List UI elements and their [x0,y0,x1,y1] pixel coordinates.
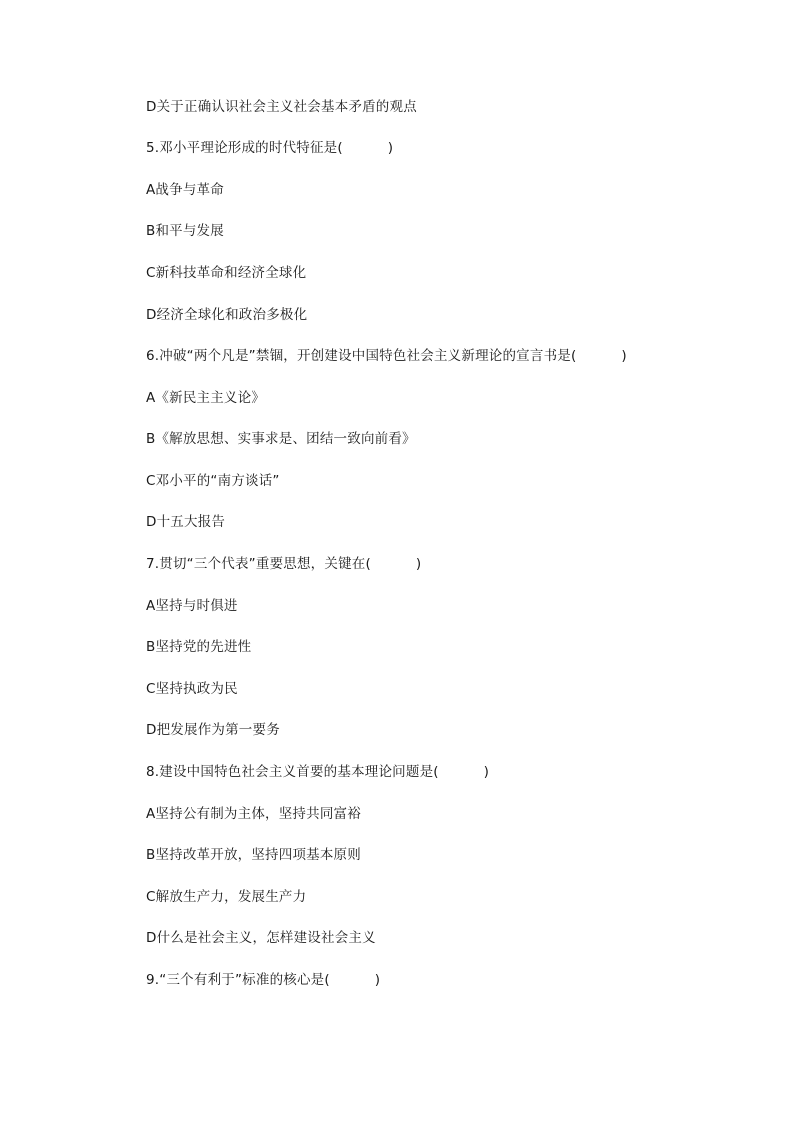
option-d-q8: D什么是社会主义，怎样建设社会主义 [146,930,376,946]
option-d-q6: D十五大报告 [146,514,226,530]
option-b-q8: B坚持改革开放，坚持四项基本原则 [146,847,361,863]
option-c-q5: C新科技革命和经济全球化 [146,265,307,281]
option-c-q7: C坚持执政为民 [146,681,238,697]
question-9: 9.“三个有利于”标准的核心是( ) [146,972,381,988]
option-a-q6: A《新民主主义论》 [146,390,266,406]
option-d-q7: D把发展作为第一要务 [146,722,280,738]
option-a-q7: A坚持与时俱进 [146,598,238,614]
option-b-q7: B坚持党的先进性 [146,639,252,655]
question-5: 5.邓小平理论形成的时代特征是( ) [146,140,394,156]
question-7: 7.贯切“三个代表”重要思想，关键在( ) [146,556,422,572]
option-c-q8: C解放生产力，发展生产力 [146,889,307,905]
option-a-q5: A战争与革命 [146,182,224,198]
option-b-q6: B《解放思想、实事求是、团结一致向前看》 [146,431,416,447]
question-8: 8.建设中国特色社会主义首要的基本理论问题是( ) [146,764,490,780]
question-6: 6.冲破“两个凡是”禁锢，开创建设中国特色社会主义新理论的宣言书是( ) [146,348,627,364]
option-d-q5: D经济全球化和政治多极化 [146,307,308,323]
option-a-q8: A坚持公有制为主体，坚持共同富裕 [146,806,361,822]
option-b-q5: B和平与发展 [146,223,224,239]
option-d-q4: D关于正确认识社会主义社会基本矛盾的观点 [146,99,417,115]
option-c-q6: C邓小平的“南方谈话” [146,473,280,489]
